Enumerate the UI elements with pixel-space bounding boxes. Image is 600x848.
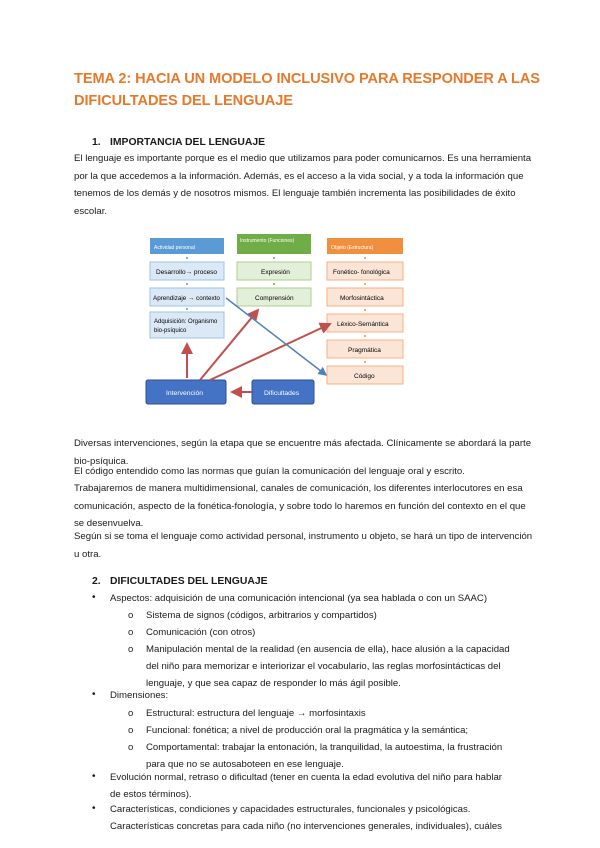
sub-bullet-marker: o bbox=[128, 742, 134, 753]
sub-bullet-manipulacion-3: lenguaje, y que sea capaz de responder lo más ágil posible. bbox=[146, 678, 401, 689]
section1-heading: IMPORTANCIA DEL LENGUAJE bbox=[110, 137, 266, 148]
section1-paragraph-1: El lenguaje es importante porque es el medio que utilizamos para poder comunicarnos. Es una herramienta por la que accedemos a la información. Además, es el acceso a la vida social, y a toda la información que tenemos de los demás y de nosotros mismos. El lenguaje también incrementa las posibilidades de éxito escolar. bbox=[74, 153, 532, 217]
section1-number: 1. bbox=[92, 137, 101, 148]
col1-item-3: Adquisición: Organismo bbox=[154, 319, 218, 325]
bullet-evolucion-1: Evolución normal, retraso o dificultad (tener en cuenta la edad evolutiva del niño para hablar bbox=[110, 772, 502, 783]
col3-item-1: Fonético- fonológica bbox=[333, 269, 390, 276]
section1-paragraph-2: Diversas intervenciones, según la etapa que se encuentre más afectada. Clínicamente se abordará la parte bio-psíquica. bbox=[74, 438, 532, 467]
col3-item-4: Pragmática bbox=[348, 347, 381, 354]
bullet-dot: • bbox=[92, 771, 96, 782]
sub-bullet-funcional: Funcional: fonética; a nivel de producción oral la pragmática y la semántica; bbox=[146, 725, 469, 736]
section1-paragraph-5: Según si se toma el lenguaje como actividad personal, instrumento u objeto, se hará un tipo de intervención u otra. bbox=[74, 531, 533, 560]
col1-header: Actividad personal bbox=[154, 245, 195, 251]
sub-bullet-marker: o bbox=[128, 627, 134, 638]
col3-header: Objeto (Estructura) bbox=[331, 245, 374, 251]
bullet-dot: • bbox=[92, 803, 96, 814]
bullet-dot: • bbox=[92, 689, 96, 700]
sub-bullet-marker: o bbox=[128, 644, 134, 655]
col2-header: Instrumento (Funciones) bbox=[240, 238, 295, 244]
col2-header-box bbox=[237, 234, 311, 254]
sub-bullet-signos: Sistema de signos (códigos, arbitrarios y compartidos) bbox=[146, 610, 377, 621]
bullet-caracteristicas-2: Características concretas para cada niño (no intervenciones generales, individuales), cuáles bbox=[110, 821, 502, 832]
col1-box-3 bbox=[150, 312, 224, 338]
col2-item-2: Comprensión bbox=[255, 295, 294, 302]
language-diagram bbox=[140, 232, 410, 412]
col3-item-2: Morfosintáctica bbox=[340, 295, 384, 302]
col3-item-3: Léxico-Semántica bbox=[337, 321, 389, 328]
col1-item-3b: bio-psíquico bbox=[154, 328, 187, 334]
dificultades-label: Dificultades bbox=[264, 390, 300, 397]
sub-bullet-estructural: Estructural: estructura del lenguaje → morfosintaxis bbox=[146, 708, 366, 719]
sub-bullet-marker: o bbox=[128, 725, 134, 736]
section1-paragraph-4: Trabajaremos de manera multidimensional, canales de comunicación, los diferentes interlocutores en esa comunicación, aspecto de la fonética-fonología, y sobre todo lo haremos en función del contexto en el que se desenvuelva. bbox=[74, 483, 526, 529]
sub-bullet-comportamental-1: Comportamental: trabajar la entonación, la tranquilidad, la autoestima, la frustración bbox=[146, 742, 503, 753]
arrow-to-codigo bbox=[226, 298, 326, 375]
document-title: TEMA 2: HACIA UN MODELO INCLUSIVO PARA RESPONDER A LAS DIFICULTADES DEL LENGUAJE bbox=[74, 71, 540, 109]
section1-paragraph-3: El código entendido como las normas que guían la comunicación del lenguaje oral y escrito. bbox=[74, 466, 465, 477]
bullet-aspectos: Aspectos: adquisición de una comunicación intencional (ya sea hablada o con un SAAC) bbox=[110, 593, 488, 604]
bullet-evolucion-2: de estos términos). bbox=[110, 789, 192, 800]
sub-bullet-manipulacion-1: Manipulación mental de la realidad (en ausencia de ella), hace alusión a la capacidad bbox=[146, 644, 510, 655]
intervencion-label: Intervención bbox=[166, 390, 204, 397]
bullet-dot: • bbox=[92, 592, 96, 603]
sub-bullet-manipulacion-2: del niño para memorizar e interiorizar el vocabulario, las reglas morfosintácticas del bbox=[146, 661, 501, 672]
bullet-dimensiones: Dimensiones: bbox=[110, 690, 169, 701]
sub-bullet-comportamental-2: para que no se autosaboteen en ese lenguaje. bbox=[146, 759, 344, 770]
col1-item-2: Aprendizaje → contexto bbox=[153, 295, 220, 302]
sub-bullet-comunicacion: Comunicación (con otros) bbox=[146, 627, 256, 638]
bullet-caracteristicas-1: Características, condiciones y capacidades estructurales, funcionales y psicológicas. bbox=[110, 804, 471, 815]
section2-number: 2. bbox=[92, 576, 101, 587]
col1-item-1: Desarrollo→ proceso bbox=[156, 269, 218, 276]
sub-bullet-marker: o bbox=[128, 610, 134, 621]
col3-item-5: Código bbox=[354, 373, 375, 380]
section2-heading: DIFICULTADES DEL LENGUAJE bbox=[110, 576, 268, 587]
sub-bullet-marker: o bbox=[128, 708, 134, 719]
col2-item-1: Expresión bbox=[261, 269, 290, 276]
